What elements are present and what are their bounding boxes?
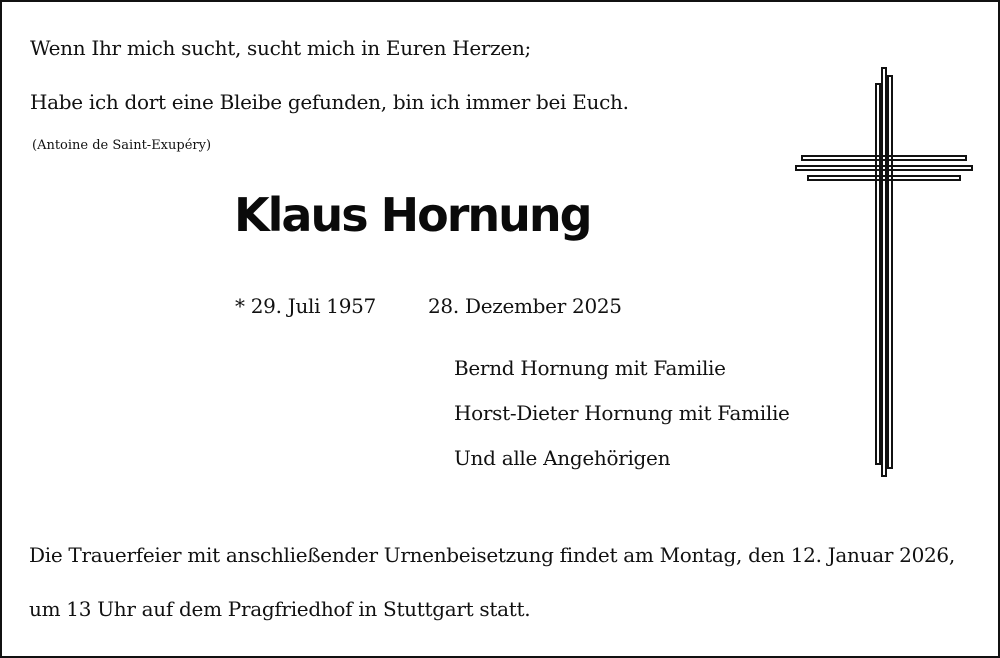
mourner-item: Bernd Hornung mit Familie — [454, 356, 726, 380]
deceased-name: Klaus Hornung — [234, 188, 591, 242]
mourner-item: Und alle Angehörigen — [454, 446, 671, 470]
cross-icon — [794, 66, 974, 480]
quote-line-2: Habe ich dort eine Bleibe gefunden, bin ich immer bei Euch. — [30, 90, 629, 114]
quote-author: (Antoine de Saint-Exupéry) — [32, 138, 212, 153]
birth-date: * 29. Juli 1957 — [235, 294, 376, 318]
funeral-info-line-1: Die Trauerfeier mit anschließender Urnenbeisetzung findet am Montag, den 12. Januar 2026, — [29, 543, 955, 567]
death-date: 28. Dezember 2025 — [428, 294, 622, 318]
funeral-info-line-2: um 13 Uhr auf dem Pragfriedhof in Stuttgart statt. — [29, 597, 531, 621]
mourner-item: Horst-Dieter Hornung mit Familie — [454, 401, 790, 425]
quote-line-1: Wenn Ihr mich sucht, sucht mich in Euren Herzen; — [30, 36, 531, 60]
